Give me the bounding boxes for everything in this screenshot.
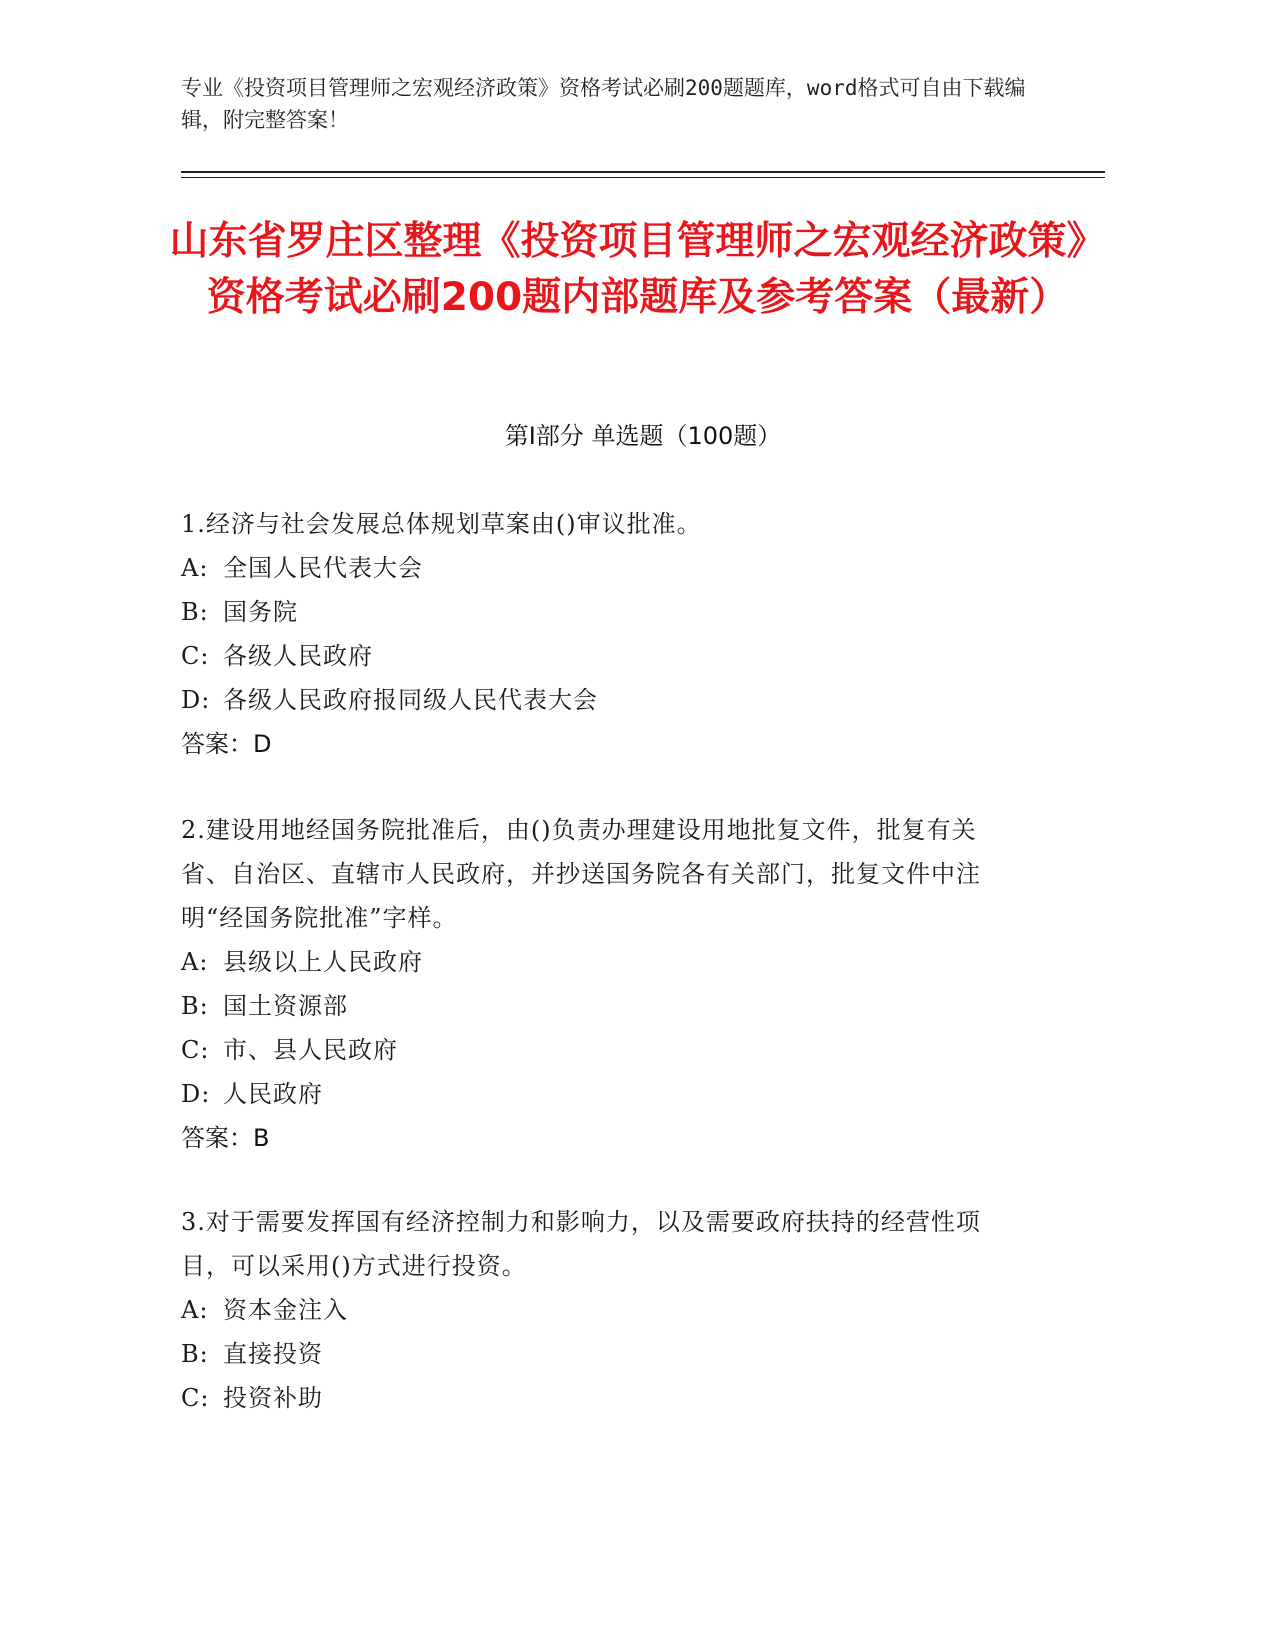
- option-text: 各级人民政府: [223, 642, 373, 670]
- answer-value: B: [253, 1124, 270, 1152]
- option-letter: B:: [181, 992, 209, 1020]
- question-2: [181, 808, 1021, 1160]
- header-note: 专业《投资项目管理师之宏观经济政策》资格考试必刷200题题库，word格式可自由下载编辑，附完整答案！: [181, 76, 1026, 132]
- option-b: [181, 590, 1021, 634]
- option-a: [181, 1288, 1021, 1332]
- option-a: [181, 546, 1021, 590]
- question-stem: 1.经济与社会发展总体规划草案由()审议批准。: [181, 510, 702, 538]
- option-a: [181, 940, 1021, 984]
- option-text: 直接投资: [223, 1340, 323, 1368]
- option-text: 资本金注入: [223, 1296, 348, 1324]
- option-b: [181, 1332, 1021, 1376]
- option-b: [181, 984, 1021, 1028]
- answer-label: 答案：: [181, 730, 253, 758]
- option-text: 人民政府: [223, 1080, 323, 1108]
- answer-label: 答案：: [181, 1124, 253, 1152]
- option-text: 市、县人民政府: [223, 1036, 398, 1064]
- document-title: 山东省罗庄区整理《投资项目管理师之宏观经济政策》资格考试必刷200题内部题库及参考答案（最新）: [169, 219, 1106, 320]
- option-letter: C:: [181, 1384, 210, 1412]
- option-letter: C:: [181, 1036, 210, 1064]
- option-letter: D:: [181, 686, 211, 714]
- answer-line: [181, 1116, 1021, 1160]
- question-3: [181, 1200, 1021, 1420]
- header-divider-thin: [181, 177, 1105, 178]
- option-d: [181, 1072, 1021, 1116]
- option-letter: B:: [181, 1340, 209, 1368]
- question-stem: 2.建设用地经国务院批准后，由()负责办理建设用地批复文件，批复有关省、自治区、直辖市人民政府，并抄送国务院各有关部门，批复文件中注明“经国务院批准”字样。: [181, 816, 981, 932]
- option-letter: A:: [181, 1296, 209, 1324]
- option-text: 各级人民政府报同级人民代表大会: [223, 686, 598, 714]
- option-letter: A:: [181, 948, 209, 976]
- answer-value: D: [253, 730, 272, 758]
- option-text: 国土资源部: [223, 992, 348, 1020]
- option-letter: C:: [181, 642, 210, 670]
- header-divider-thick: [181, 171, 1105, 173]
- answer-line: [181, 722, 1021, 766]
- option-c: [181, 634, 1021, 678]
- question-stem: 3.对于需要发挥国有经济控制力和影响力，以及需要政府扶持的经营性项目，可以采用()方式进行投资。: [181, 1208, 981, 1280]
- option-text: 投资补助: [223, 1384, 323, 1412]
- question-1: [181, 502, 1021, 766]
- option-text: 全国人民代表大会: [223, 554, 423, 582]
- option-letter: A:: [181, 554, 209, 582]
- option-c: [181, 1028, 1021, 1072]
- option-text: 国务院: [223, 598, 298, 626]
- section-heading: 第Ⅰ部分 单选题（100题）: [504, 422, 782, 450]
- option-c: [181, 1376, 1021, 1420]
- option-text: 县级以上人民政府: [223, 948, 423, 976]
- option-letter: D:: [181, 1080, 211, 1108]
- option-letter: B:: [181, 598, 209, 626]
- option-d: [181, 678, 1021, 722]
